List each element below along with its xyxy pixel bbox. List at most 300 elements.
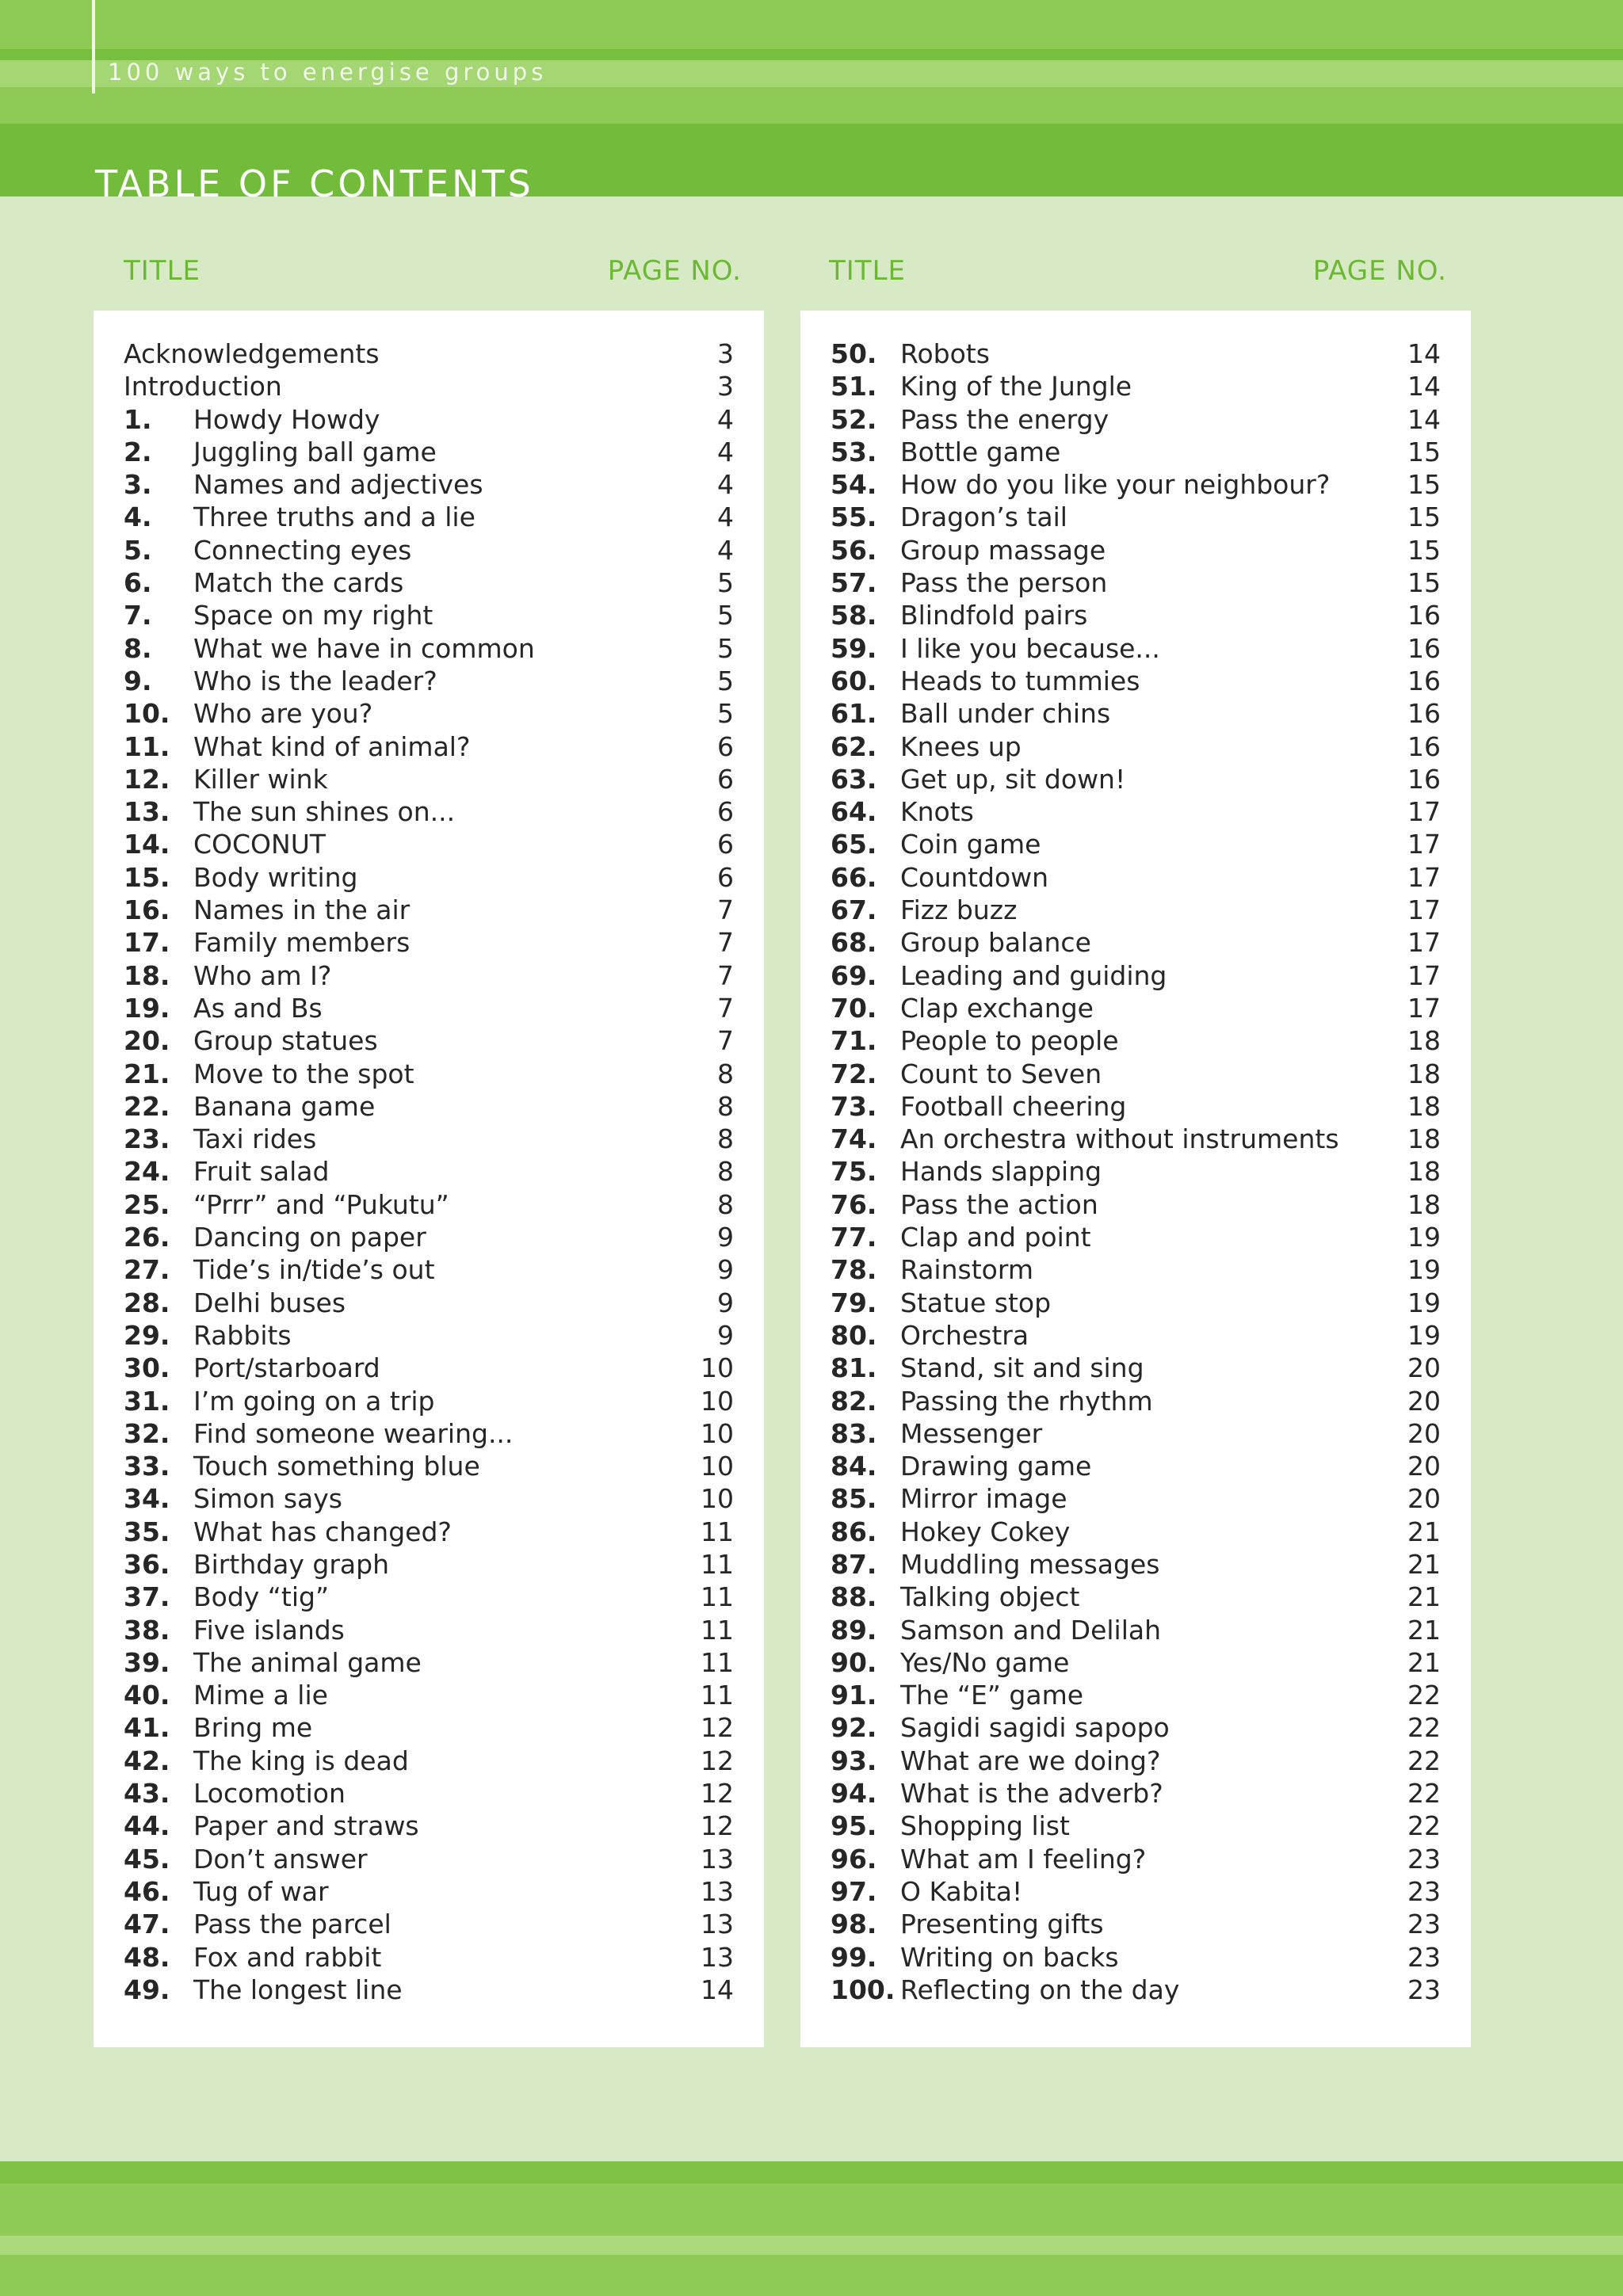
entry-number: 91. <box>831 1680 877 1711</box>
entry-number: 99. <box>831 1941 877 1973</box>
entry-number: 27. <box>124 1254 170 1286</box>
entry-number: 22. <box>124 1090 170 1122</box>
toc-entry <box>124 436 734 468</box>
entry-page-number: 4 <box>717 502 734 533</box>
entry-page-number: 23 <box>1407 1974 1441 2005</box>
toc-entry <box>831 1188 1441 1221</box>
entry-page-number: 18 <box>1407 1058 1441 1089</box>
entry-page-number: 9 <box>717 1287 734 1318</box>
entry-title: Drawing game <box>900 1451 1092 1482</box>
entry-number: 86. <box>831 1516 877 1547</box>
entry-title: Move to the spot <box>193 1058 414 1089</box>
entry-page-number: 11 <box>701 1581 734 1613</box>
entry-number: 56. <box>831 534 877 566</box>
entry-title: Count to Seven <box>900 1058 1102 1089</box>
toc-entry <box>124 1777 734 1810</box>
entry-number: 77. <box>831 1222 877 1253</box>
toc-entry <box>124 1516 734 1548</box>
entry-title: Touch something blue <box>193 1451 480 1482</box>
title-column-label: TITLE <box>124 255 200 287</box>
entry-number: 53. <box>831 436 877 467</box>
toc-entry <box>831 1810 1441 1842</box>
entry-number: 23. <box>124 1123 170 1155</box>
entry-number: 46. <box>124 1875 170 1907</box>
entry-title: I like you because... <box>900 632 1160 664</box>
entry-number: 94. <box>831 1778 877 1810</box>
entry-title: Killer wink <box>193 763 328 795</box>
entry-page-number: 17 <box>1407 829 1441 860</box>
entry-page-number: 20 <box>1407 1352 1441 1384</box>
entry-title: Passing the rhythm <box>900 1385 1153 1417</box>
entry-page-number: 9 <box>717 1319 734 1351</box>
entry-title: Banana game <box>193 1090 376 1122</box>
header-band <box>0 0 1623 49</box>
toc-entry <box>831 1155 1441 1188</box>
toc-entry <box>831 1516 1441 1548</box>
entry-page-number: 6 <box>717 796 734 828</box>
entry-page-number: 7 <box>717 959 734 991</box>
entry-title: Birthday graph <box>193 1548 390 1580</box>
toc-entry <box>124 1024 734 1057</box>
toc-entry <box>831 403 1441 436</box>
left-contents-list <box>124 338 734 2006</box>
entry-title: Find someone wearing... <box>193 1417 514 1449</box>
toc-entry <box>124 1287 734 1319</box>
entry-page-number: 23 <box>1407 1941 1441 1973</box>
toc-entry <box>124 1875 734 1908</box>
entry-title: Dancing on paper <box>193 1222 426 1253</box>
toc-entry <box>831 1058 1441 1090</box>
toc-entry <box>831 1482 1441 1515</box>
entry-page-number: 6 <box>717 763 734 795</box>
toc-entry <box>124 1745 734 1777</box>
entry-title: Statue stop <box>900 1287 1052 1318</box>
entry-page-number: 9 <box>717 1222 734 1253</box>
entry-page-number: 6 <box>717 829 734 860</box>
entry-page-number: 9 <box>717 1254 734 1286</box>
entry-title: Mirror image <box>900 1483 1067 1515</box>
toc-entry <box>124 1810 734 1842</box>
entry-title: Reflecting on the day <box>900 1974 1180 2005</box>
entry-page-number: 17 <box>1407 861 1441 893</box>
entry-page-number: 13 <box>701 1909 734 1940</box>
entry-page-number: 19 <box>1407 1319 1441 1351</box>
toc-entry <box>124 632 734 665</box>
toc-entry <box>124 1058 734 1090</box>
entry-number: 6. <box>124 567 152 599</box>
entry-page-number: 16 <box>1407 632 1441 664</box>
entry-page-number: 20 <box>1407 1385 1441 1417</box>
entry-title: Tug of war <box>193 1875 329 1907</box>
entry-title: I’m going on a trip <box>193 1385 435 1417</box>
toc-entry <box>124 468 734 501</box>
entry-title: Heads to tummies <box>900 665 1140 696</box>
entry-title: Muddling messages <box>900 1548 1160 1580</box>
entry-number: 60. <box>831 665 877 696</box>
toc-entry <box>831 501 1441 533</box>
entry-page-number: 5 <box>717 665 734 696</box>
toc-entry <box>831 861 1441 894</box>
toc-entry <box>124 665 734 697</box>
entry-page-number: 20 <box>1407 1483 1441 1515</box>
entry-number: 17. <box>124 927 170 959</box>
entry-title: Hands slapping <box>900 1156 1102 1188</box>
entry-number: 42. <box>124 1745 170 1776</box>
entry-title: Fruit salad <box>193 1156 330 1188</box>
toc-entry <box>831 1319 1441 1352</box>
entry-title: The king is dead <box>193 1745 409 1776</box>
entry-page-number: 16 <box>1407 730 1441 762</box>
entry-title: Clap exchange <box>900 992 1094 1024</box>
entry-title: Football cheering <box>900 1090 1127 1122</box>
toc-entry <box>831 926 1441 959</box>
toc-entry <box>831 534 1441 566</box>
toc-entry <box>831 1253 1441 1286</box>
entry-page-number: 23 <box>1407 1909 1441 1940</box>
entry-title: Knees up <box>900 730 1022 762</box>
entry-title: Match the cards <box>193 567 404 599</box>
entry-number: 29. <box>124 1319 170 1351</box>
title-column-label: TITLE <box>829 255 906 287</box>
entry-page-number: 5 <box>717 698 734 730</box>
entry-title: King of the Jungle <box>900 371 1132 402</box>
entry-number: 71. <box>831 1025 877 1057</box>
entry-number: 10. <box>124 698 170 730</box>
entry-page-number: 10 <box>701 1352 734 1384</box>
entry-title: Stand, sit and sing <box>900 1352 1144 1384</box>
entry-page-number: 21 <box>1407 1614 1441 1646</box>
entry-number: 39. <box>124 1646 170 1678</box>
toc-entry <box>124 763 734 795</box>
entry-title: Three truths and a lie <box>193 502 475 533</box>
entry-number: 14. <box>124 829 170 860</box>
entry-page-number: 4 <box>717 436 734 467</box>
entry-number: 65. <box>831 829 877 860</box>
entry-title: Blindfold pairs <box>900 600 1088 631</box>
entry-title: Presenting gifts <box>900 1909 1104 1940</box>
entry-number: 4. <box>124 502 152 533</box>
toc-entry <box>831 1745 1441 1777</box>
entry-page-number: 15 <box>1407 436 1441 467</box>
entry-number: 92. <box>831 1712 877 1744</box>
entry-page-number: 18 <box>1407 1025 1441 1057</box>
toc-entry <box>124 1614 734 1646</box>
entry-title: What is the adverb? <box>900 1778 1163 1810</box>
toc-entry <box>831 1221 1441 1253</box>
entry-title: Mime a lie <box>193 1680 328 1711</box>
entry-page-number: 18 <box>1407 1156 1441 1188</box>
right-contents-list <box>831 338 1441 2006</box>
entry-number: 33. <box>124 1451 170 1482</box>
toc-entry <box>124 1941 734 1974</box>
entry-title: Countdown <box>900 861 1049 893</box>
entry-title: The “E” game <box>900 1680 1084 1711</box>
entry-page-number: 10 <box>701 1451 734 1482</box>
toc-entry <box>831 1024 1441 1057</box>
entry-number: 35. <box>124 1516 170 1547</box>
toc-entry <box>831 599 1441 631</box>
footer-band <box>0 2183 1623 2236</box>
toc-entry <box>124 338 734 370</box>
entry-number: 8. <box>124 632 152 664</box>
toc-entry <box>831 1385 1441 1417</box>
toc-entry <box>124 1482 734 1515</box>
toc-entry <box>831 1908 1441 1940</box>
entry-title: Get up, sit down! <box>900 763 1126 795</box>
entry-title: Dragon’s tail <box>900 502 1067 533</box>
toc-entry <box>124 1843 734 1875</box>
entry-title: Delhi buses <box>193 1287 346 1318</box>
entry-title: Samson and Delilah <box>900 1614 1162 1646</box>
toc-entry <box>124 861 734 894</box>
entry-number: 63. <box>831 763 877 795</box>
entry-number: 40. <box>124 1680 170 1711</box>
left-contents-panel <box>94 311 764 2047</box>
entry-page-number: 10 <box>701 1385 734 1417</box>
entry-page-number: 14 <box>701 1974 734 2005</box>
entry-number: 18. <box>124 959 170 991</box>
toc-entry <box>831 697 1441 730</box>
toc-entry <box>124 1711 734 1744</box>
entry-title: Pass the person <box>900 567 1108 599</box>
entry-number: 45. <box>124 1843 170 1875</box>
entry-page-number: 22 <box>1407 1712 1441 1744</box>
entry-title: Bottle game <box>900 436 1061 467</box>
entry-page-number: 18 <box>1407 1123 1441 1155</box>
entry-number: 75. <box>831 1156 877 1188</box>
footer-stripe <box>0 2161 1623 2183</box>
entry-page-number: 22 <box>1407 1745 1441 1776</box>
entry-number: 51. <box>831 371 877 402</box>
entry-title: Sagidi sagidi sapopo <box>900 1712 1170 1744</box>
toc-entry <box>831 1646 1441 1679</box>
entry-number: 11. <box>124 730 170 762</box>
entry-title: Ball under chins <box>900 698 1111 730</box>
entry-title: What we have in common <box>193 632 535 664</box>
entry-title: What am I feeling? <box>900 1843 1147 1875</box>
entry-number: 73. <box>831 1090 877 1122</box>
toc-entry <box>124 992 734 1024</box>
entry-title: Connecting eyes <box>193 534 412 566</box>
entry-page-number: 19 <box>1407 1287 1441 1318</box>
toc-entry <box>124 1090 734 1123</box>
entry-title: Coin game <box>900 829 1041 860</box>
entry-page-number: 13 <box>701 1875 734 1907</box>
entry-title: Rainstorm <box>900 1254 1033 1286</box>
entry-page-number: 16 <box>1407 763 1441 795</box>
left-column-heading <box>124 255 742 295</box>
entry-title: Yes/No game <box>900 1646 1070 1678</box>
toc-entry <box>124 959 734 992</box>
entry-number: 43. <box>124 1778 170 1810</box>
toc-entry <box>124 1123 734 1155</box>
entry-page-number: 13 <box>701 1843 734 1875</box>
entry-title: Group massage <box>900 534 1106 566</box>
entry-page-number: 7 <box>717 1025 734 1057</box>
entry-number: 36. <box>124 1548 170 1580</box>
entry-number: 88. <box>831 1581 877 1613</box>
footer-stripe <box>0 2236 1623 2255</box>
entry-page-number: 12 <box>701 1712 734 1744</box>
toc-entry <box>831 730 1441 763</box>
entry-number: 72. <box>831 1058 877 1089</box>
toc-entry <box>831 632 1441 665</box>
header-divider <box>92 0 95 93</box>
entry-title: Orchestra <box>900 1319 1029 1351</box>
entry-page-number: 11 <box>701 1516 734 1547</box>
entry-number: 30. <box>124 1352 170 1384</box>
entry-number: 57. <box>831 567 877 599</box>
entry-title: Who am I? <box>193 959 332 991</box>
entry-number: 41. <box>124 1712 170 1744</box>
toc-entry <box>831 370 1441 402</box>
footer-band <box>0 2255 1623 2296</box>
toc-entry <box>831 894 1441 926</box>
entry-title: Port/starboard <box>193 1352 380 1384</box>
entry-page-number: 3 <box>717 338 734 369</box>
toc-entry <box>831 436 1441 468</box>
entry-page-number: 12 <box>701 1810 734 1842</box>
entry-number: 100. <box>831 1974 896 2005</box>
entry-page-number: 22 <box>1407 1778 1441 1810</box>
entry-page-number: 14 <box>1407 371 1441 402</box>
entry-page-number: 21 <box>1407 1516 1441 1547</box>
toc-entry <box>831 566 1441 599</box>
entry-title: Bring me <box>193 1712 313 1744</box>
entry-page-number: 5 <box>717 632 734 664</box>
toc-entry <box>124 1581 734 1613</box>
entry-page-number: 16 <box>1407 600 1441 631</box>
toc-entry <box>124 894 734 926</box>
entry-number: 90. <box>831 1646 877 1678</box>
entry-title: Body writing <box>193 861 358 893</box>
entry-number: 25. <box>124 1188 170 1220</box>
entry-title: Rabbits <box>193 1319 292 1351</box>
toc-entry <box>831 468 1441 501</box>
entry-page-number: 21 <box>1407 1646 1441 1678</box>
entry-number: 7. <box>124 600 152 631</box>
toc-entry <box>124 534 734 566</box>
entry-title: Pass the action <box>900 1188 1098 1220</box>
entry-number: 49. <box>124 1974 170 2005</box>
entry-page-number: 18 <box>1407 1090 1441 1122</box>
toc-entry <box>124 370 734 402</box>
toc-entry <box>831 959 1441 992</box>
toc-entry <box>831 1614 1441 1646</box>
entry-number: 15. <box>124 861 170 893</box>
entry-page-number: 10 <box>701 1483 734 1515</box>
entry-title: Messenger <box>900 1417 1043 1449</box>
entry-page-number: 21 <box>1407 1581 1441 1613</box>
entry-title: What are we doing? <box>900 1745 1161 1776</box>
entry-page-number: 8 <box>717 1090 734 1122</box>
entry-page-number: 12 <box>701 1745 734 1776</box>
toc-entry <box>831 665 1441 697</box>
entry-number: 70. <box>831 992 877 1024</box>
toc-entry <box>124 1221 734 1253</box>
entry-number: 12. <box>124 763 170 795</box>
toc-entry <box>831 1123 1441 1155</box>
entry-number: 19. <box>124 992 170 1024</box>
entry-title: Body “tig” <box>193 1581 330 1613</box>
entry-title: Names and adjectives <box>193 469 483 501</box>
entry-page-number: 11 <box>701 1680 734 1711</box>
entry-number: 20. <box>124 1025 170 1057</box>
entry-title: What kind of animal? <box>193 730 471 762</box>
entry-title: The longest line <box>193 1974 403 2005</box>
entry-number: 79. <box>831 1287 877 1318</box>
entry-title: Pass the energy <box>900 403 1109 435</box>
toc-entry <box>124 599 734 631</box>
page-column-label: PAGE NO. <box>1312 255 1447 287</box>
entry-number: 61. <box>831 698 877 730</box>
page-title: TABLE OF CONTENTS <box>95 162 534 205</box>
entry-number: 34. <box>124 1483 170 1515</box>
entry-page-number: 16 <box>1407 665 1441 696</box>
entry-number: 2. <box>124 436 152 467</box>
entry-page-number: 4 <box>717 403 734 435</box>
entry-title: An orchestra without instruments <box>900 1123 1339 1155</box>
toc-entry <box>124 795 734 828</box>
toc-entry <box>831 1679 1441 1711</box>
entry-page-number: 11 <box>701 1548 734 1580</box>
entry-title: COCONUT <box>193 829 327 860</box>
running-head: 100 ways to energise groups <box>108 59 548 86</box>
entry-number: 5. <box>124 534 152 566</box>
entry-title: Group balance <box>900 927 1091 959</box>
toc-entry <box>124 1417 734 1450</box>
entry-page-number: 13 <box>701 1941 734 1973</box>
entry-number: 31. <box>124 1385 170 1417</box>
entry-number: 24. <box>124 1156 170 1188</box>
entry-number: 64. <box>831 796 877 828</box>
toc-entry <box>124 1908 734 1940</box>
entry-page-number: 17 <box>1407 894 1441 926</box>
entry-number: 44. <box>124 1810 170 1842</box>
entry-title: Locomotion <box>193 1778 346 1810</box>
right-contents-panel <box>800 311 1471 2047</box>
entry-title: O Kabita! <box>900 1875 1023 1907</box>
entry-number: 48. <box>124 1941 170 1973</box>
entry-title: Paper and straws <box>193 1810 419 1842</box>
toc-entry <box>831 1974 1441 2006</box>
entry-page-number: 16 <box>1407 698 1441 730</box>
toc-entry <box>124 501 734 533</box>
entry-page-number: 5 <box>717 600 734 631</box>
toc-entry <box>831 1711 1441 1744</box>
entry-title: Pass the parcel <box>193 1909 391 1940</box>
entry-number: 78. <box>831 1254 877 1286</box>
entry-number: 81. <box>831 1352 877 1384</box>
entry-number: 87. <box>831 1548 877 1580</box>
entry-title: Who are you? <box>193 698 373 730</box>
entry-number: 84. <box>831 1451 877 1482</box>
entry-number: 55. <box>831 502 877 533</box>
entry-number: 98. <box>831 1909 877 1940</box>
entry-page-number: 8 <box>717 1123 734 1155</box>
entry-page-number: 15 <box>1407 567 1441 599</box>
entry-title: Who is the leader? <box>193 665 437 696</box>
entry-page-number: 15 <box>1407 534 1441 566</box>
entry-number: 93. <box>831 1745 877 1776</box>
entry-number: 1. <box>124 403 152 435</box>
entry-number: 67. <box>831 894 877 926</box>
toc-entry <box>831 1777 1441 1810</box>
entry-number: 47. <box>124 1909 170 1940</box>
entry-number: 89. <box>831 1614 877 1646</box>
entry-page-number: 17 <box>1407 927 1441 959</box>
entry-title: Space on my right <box>193 600 433 631</box>
